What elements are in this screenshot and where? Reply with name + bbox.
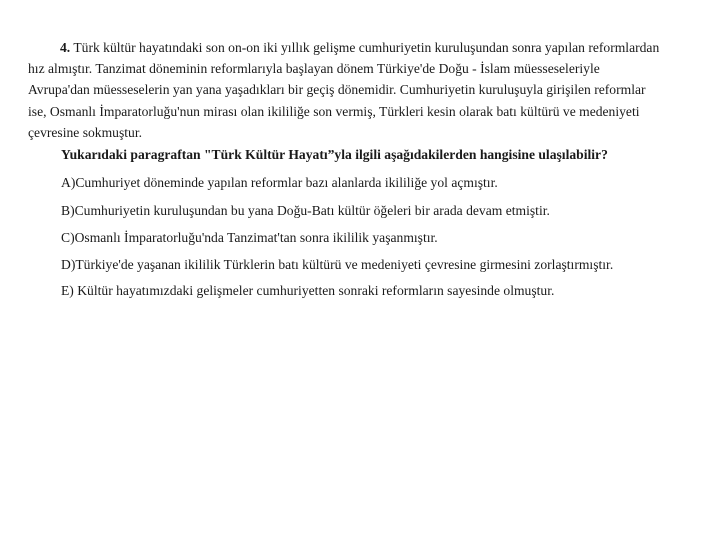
option-d[interactable]: D)Türkiye'de yaşanan ikililik Türklerin batı kültürü ve medeniyeti çevresine girmesini zorlaştırmıştır. — [61, 257, 614, 272]
question-prompt: Yukarıdaki paragraftan "Türk Kültür Hayatı”yla ilgili aşağıdakilerden hangisine ulaşılabilir? — [61, 147, 608, 162]
paragraph-text: Türk kültür hayatındaki son on-on iki yıllık gelişme cumhuriyetin kuruluşundan sonra yapılan reformlardan hız almıştır. Tanzimat döneminin reformlarıyla başlayan dönem Türkiye'de Doğu - İslam müesseseleriyle Avrupa'dan müesseselerin yan yana yaşadıkları bir geçiş dönemidir. Cumhuriyetin kuruluşuyla girişilen reformlar ise, Osmanlı İmparatorluğu'nun mirası olan ikililiğe son vermiş, Türkleri kesin olarak batı kültürü ve medeniyeti çevresine sokmuştur. — [28, 40, 660, 140]
option-a[interactable]: A)Cumhuriyet döneminde yapılan reformlar bazı alanlarda ikililiğe yol açmıştır. — [61, 175, 498, 190]
question-paragraph — [28, 37, 660, 143]
question-number: 4. — [60, 40, 71, 55]
option-c[interactable]: C)Osmanlı İmparatorluğu'nda Tanzimat'tan sonra ikililik yaşanmıştır. — [61, 230, 438, 245]
option-e[interactable]: E) Kültür hayatımızdaki gelişmeler cumhuriyetten sonraki reformların sayesinde olmuştur. — [61, 283, 555, 298]
option-b[interactable]: B)Cumhuriyetin kuruluşundan bu yana Doğu-Batı kültür öğeleri bir arada devam etmiştir. — [61, 203, 550, 218]
